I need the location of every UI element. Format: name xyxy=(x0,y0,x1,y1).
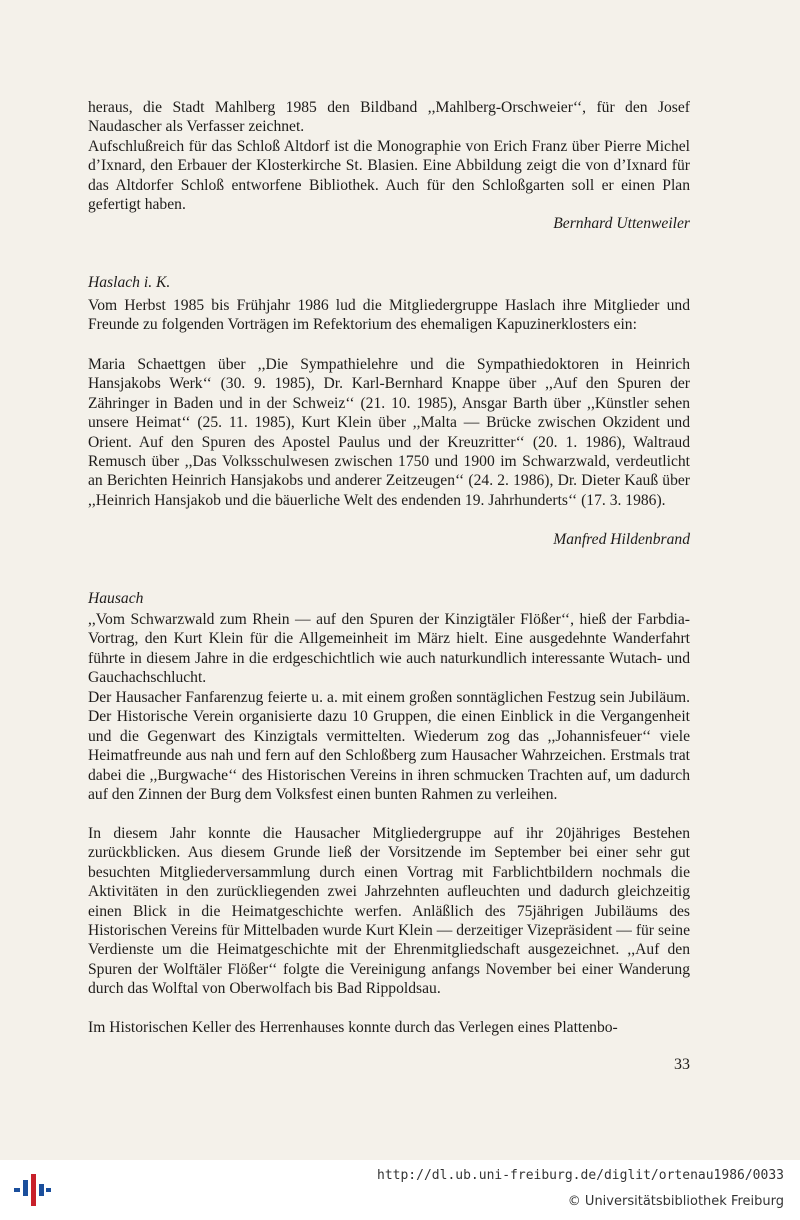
section-heading-hausach: Hausach xyxy=(88,590,144,607)
haslach-signature: Manfred Hildenbrand xyxy=(553,531,690,548)
university-library-logo-icon xyxy=(12,1170,52,1210)
page-number: 33 xyxy=(674,1056,690,1073)
haslach-paragraph-2: Maria Schaettgen über ,,Die Sympathielehre und die Sympathiedoktoren in Heinrich Hansjakobs Werk‘‘ (30. 9. 1985), Dr. Karl-Bernhard Knappe über ,,Auf den Spuren der Zähringer in Baden und in der Schweiz‘‘ (21. 10. 1985), Ansgar Barth über ,,Künstler sehen unsere Heimat‘‘ (25. 11. 1985), Kurt Klein über ,,Malta — Brücke zwischen Okzident und Orient. Auf den Spuren des Apostel Paulus und der Kreuzritter‘‘ (20. 1. 1986), Waltraud Remusch über ,,Das Volksschulwesen zwischen 1750 und 1900 im Schwarzwald, verdeutlicht an Berichten Heinrich Hansjakobs und anderer Zeitzeugen‘‘ (24. 2. 1986), Dr. Dieter Kauß über ,,Heinrich Hansjakob und die bäuerliche Welt des endenden 19. Jahrhunderts‘‘ (17. 3. 1986). xyxy=(88,356,690,509)
hausach-paragraph-2: Der Hausacher Fanfarenzug feierte u. a. mit einem großen sonntäglichen Festzug sein Jubiläum. Der Historische Verein organisierte dazu 10 Gruppen, die einen Einblick in die Vergangenheit und die Gegenwart des Kinzigtals vermittelten. Wiederum zog das ,,Johannisfeuer‘‘ viele Heimatfreunde aus nah und fern auf den Schloßberg zum Hausacher Wahrzeichen. Erstmals trat dabei die ,,Burgwache‘‘ des Historischen Vereins in ihren schmucken Trachten auf, um dadurch auf den Zinnen der Burg dem Volksfest einen bunten Rahmen zu verleihen. xyxy=(88,689,690,804)
intro-paragraph-1: heraus, die Stadt Mahlberg 1985 den Bildband ,,Mahlberg-Orschweier‘‘, für den Josef Naudascher als Verfasser zeichnet. xyxy=(88,99,690,136)
hausach-paragraph-4: Im Historischen Keller des Herrenhauses konnte durch das Verlegen eines Plattenbo- xyxy=(88,1019,618,1036)
intro-paragraph-2: Aufschlußreich für das Schloß Altdorf ist die Monographie von Erich Franz über Pierre Michel d’Ixnard, den Erbauer der Klosterkirche St. Blasien. Eine Abbildung zeigt die von d’Ixnard für das Altdorfer Schloß entworfene Bibliothek. Auch für den Schloßgarten soll er einen Plan gefertigt haben. xyxy=(88,138,690,214)
hausach-paragraph-1: ,,Vom Schwarzwald zum Rhein — auf den Spuren der Kinzigtäler Flößer‘‘, hieß der Farbdia-Vortrag, den Kurt Klein für die Allgemeinheit im März hielt. Eine ausgedehnte Wanderfahrt führte in diesem Jahre in die erdgeschichtlich wie auch naturkundlich interessante Wutach- und Gauchachschlucht. xyxy=(88,611,690,687)
section-heading-haslach: Haslach i. K. xyxy=(88,274,171,291)
hausach-paragraph-3: In diesem Jahr konnte die Hausacher Mitgliedergruppe auf ihr 20jähriges Bestehen zurückblicken. Aus diesem Grunde ließ der Vorsitzende im September bei einer sehr gut besuchten Mitgliederversammlung durch einen Vortrag mit Farblichtbildern nochmals die Aktivitäten in den zurückliegenden zwei Jahrzehnten aufleuchten und dadurch gleichzeitig einen Blick in die Heimatgeschichte werfen. Anläßlich des 75jährigen Jubiläums des Historischen Vereins für Mittelbaden wurde Kurt Klein — derzeitiger Vizepräsident — für seine Verdienste um die Heimatgeschichte mit der Ehrenmitgliedschaft ausgezeichnet. ,,Auf den Spuren der Wolftäler Flößer‘‘ folgte die Vereinigung anfangs November bei einer Wanderung durch das Wolftal von Oberwolfach bis Bad Rippoldsau. xyxy=(88,825,690,998)
haslach-paragraph-1: Vom Herbst 1985 bis Frühjahr 1986 lud die Mitgliedergruppe Haslach ihre Mitglieder und Freunde zu folgenden Vorträgen im Refektorium des ehemaligen Kapuzinerklosters ein: xyxy=(88,297,690,334)
intro-signature: Bernhard Uttenweiler xyxy=(553,215,690,232)
footer-bar xyxy=(0,1160,800,1220)
source-url-link[interactable]: http://dl.ub.uni-freiburg.de/diglit/ortenau1986/0033 xyxy=(377,1168,784,1183)
copyright-notice: © Universitätsbibliothek Freiburg xyxy=(567,1194,784,1209)
